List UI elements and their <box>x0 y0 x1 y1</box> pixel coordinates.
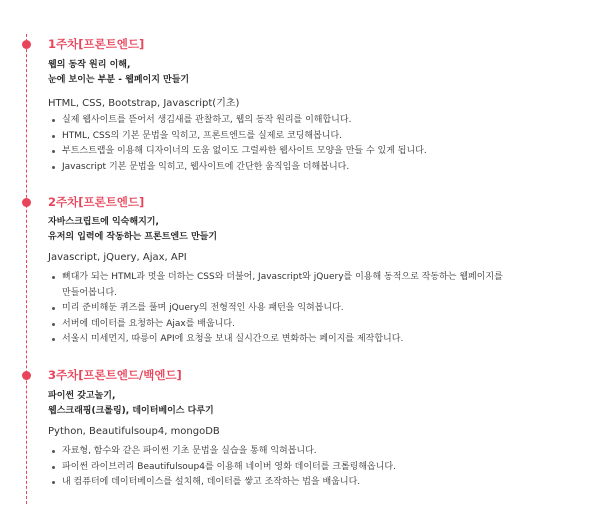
subtitle-line: 웹스크래핑(크롤링), 데이터베이스 다루기 <box>48 406 214 416</box>
subtitle-line: 자바스크립트에 익숙해지기, <box>48 217 159 227</box>
timeline-dot <box>22 40 31 49</box>
week-title: 3주차[프론트엔드/백엔드] <box>48 368 182 382</box>
list-item <box>48 160 583 176</box>
week-bullet-list <box>48 113 583 175</box>
bullet-icon <box>52 307 55 310</box>
week-subtitle <box>48 215 217 245</box>
bullet-text: 만들어봅니다. <box>62 287 118 298</box>
list-item <box>48 301 583 317</box>
bullet-icon <box>52 338 55 341</box>
timeline-line <box>26 34 27 504</box>
list-item-continuation <box>48 286 583 302</box>
bullet-text: 파이썬 라이브러리 Beautifulsoup4를 이용해 네이버 영화 데이터를 크롤링해옵니다. <box>62 461 396 472</box>
bullet-text: 내 컴퓨터에 데이터베이스를 설치해, 데이터를 쌓고 조작하는 법을 배웁니다. <box>62 477 361 487</box>
week-title: 1주차[프론트엔드] <box>48 37 145 51</box>
bullet-icon <box>52 276 55 279</box>
subtitle-line: 유저의 입력에 작동하는 프론트엔드 만들기 <box>48 232 218 242</box>
bullet-text: HTML, CSS의 기본 문법을 익히고, 프론트엔드를 실제로 코딩해봅니다. <box>62 130 343 141</box>
bullet-icon <box>52 450 55 453</box>
bullet-text: 뼈대가 되는 HTML과 멋을 더하는 CSS와 더불어, Javascript와 jQuery를 이용해 동적으로 작동하는 웹페이지를 <box>62 272 503 282</box>
week-subtitle <box>48 389 214 419</box>
bullet-icon <box>52 150 55 153</box>
bullet-icon <box>52 119 55 122</box>
bullet-text: 자료형, 함수와 같은 파이썬 기초 문법을 실습을 통해 익혀봅니다. <box>62 446 317 456</box>
list-item <box>48 129 583 145</box>
week-subtitle <box>48 58 189 88</box>
bullet-icon <box>52 466 55 469</box>
list-item <box>48 444 583 460</box>
list-item <box>48 113 583 129</box>
week-tech-stack: Javascript, jQuery, Ajax, API <box>48 252 187 263</box>
subtitle-line: 파이썬 갖고놀기, <box>48 391 116 401</box>
subtitle-line: 웹의 동작 원리 이해, <box>48 60 131 70</box>
week-tech-stack: HTML, CSS, Bootstrap, Javascript(기초) <box>48 98 240 109</box>
bullet-text: Javascript 기본 문법을 익히고, 웹사이트에 간단한 움직임을 더해봅니다. <box>62 161 350 172</box>
bullet-icon <box>52 481 55 484</box>
bullet-icon <box>52 323 55 326</box>
bullet-text: 실제 웹사이트를 뜯어서 생김새를 관찰하고, 웹의 동작 원리를 이해합니다. <box>62 115 352 125</box>
list-item <box>48 270 583 286</box>
list-item <box>48 317 583 333</box>
bullet-text: 서울시 미세먼지, 따릉이 API에 요청을 보내 실시간으로 변화하는 페이지를 제작합니다. <box>62 334 404 344</box>
bullet-icon <box>52 135 55 138</box>
list-item <box>48 460 583 476</box>
week-tech-stack: Python, Beautifulsoup4, mongoDB <box>48 426 220 437</box>
timeline-dot <box>22 371 31 380</box>
list-item <box>48 144 583 160</box>
list-item <box>48 475 583 491</box>
timeline-dot <box>22 198 31 207</box>
week-title: 2주차[프론트엔드] <box>48 195 145 209</box>
bullet-text: 서버에 데이터를 요청하는 Ajax를 배웁니다. <box>62 318 235 329</box>
bullet-text: 부트스트랩을 이용해 디자이너의 도움 없이도 그럴싸한 웹사이트 모양을 만들 수 있게 됩니다. <box>62 146 427 156</box>
subtitle-line: 눈에 보이는 부분 - 웹페이지 만들기 <box>48 75 190 85</box>
list-item <box>48 332 583 348</box>
week-bullet-list <box>48 444 583 491</box>
week-bullet-list <box>48 270 583 348</box>
bullet-text: 미리 준비해둔 퀴즈를 풀며 jQuery의 전형적인 사용 패턴을 익혀봅니다. <box>62 303 344 313</box>
bullet-icon <box>52 166 55 169</box>
